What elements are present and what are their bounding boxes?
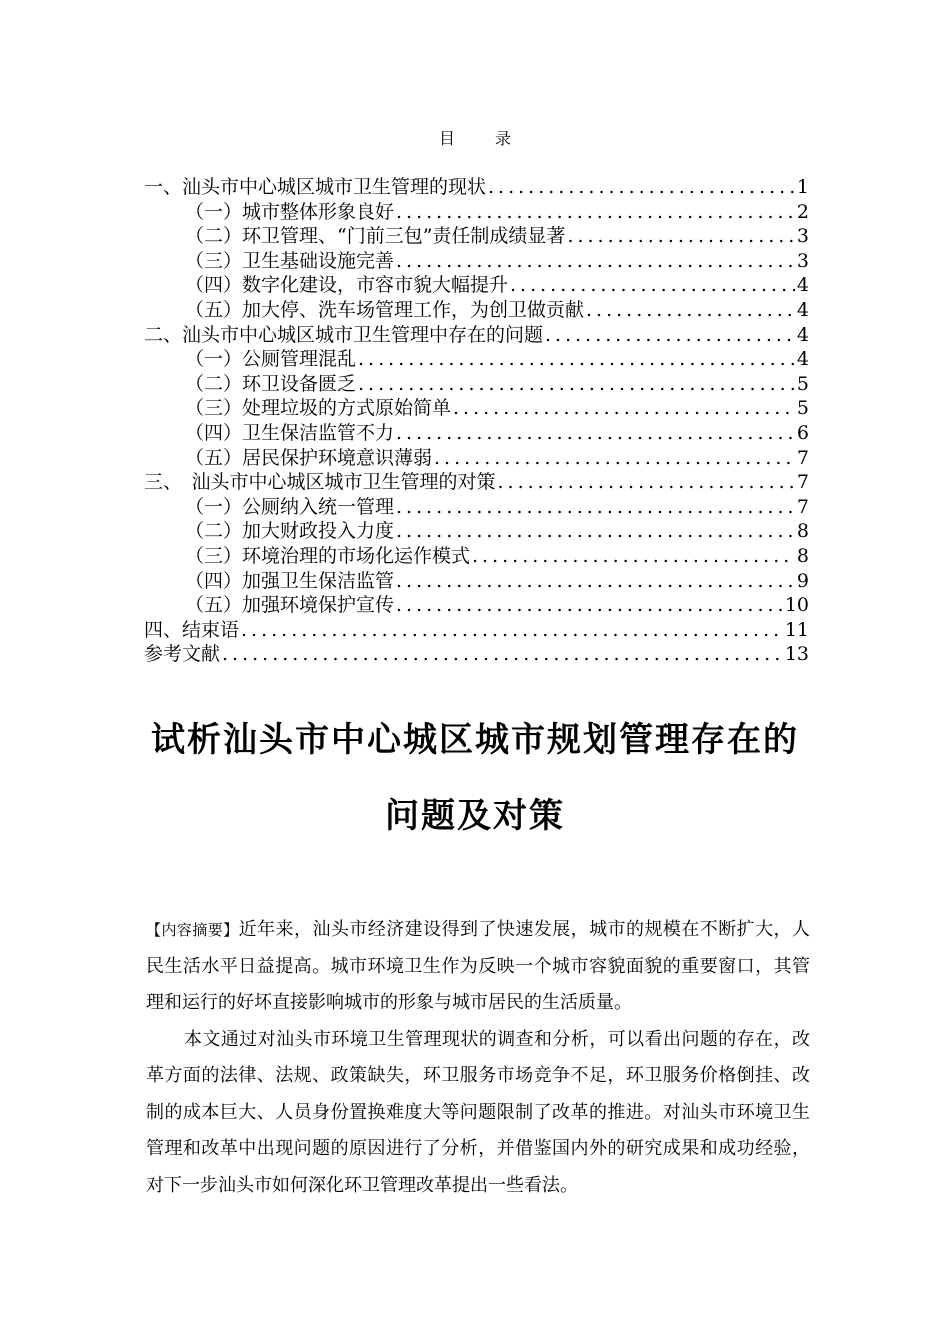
abstract-text-1: 近年来，汕头市经济建设得到了快速发展，城市的规模在不断扩大，人民生活水平日益提高。城市环境卫生作为反映一个城市容貌面貌的重要窗口，其管理和运行的好坏直接影响城市的形象与城市居民的生活质量。 <box>146 919 810 1013</box>
toc-entry-page-number: 5 <box>796 397 809 420</box>
toc-leader-dots <box>241 618 783 642</box>
toc-leader-dots <box>545 323 795 347</box>
toc-entry-page-number: 7 <box>796 471 809 494</box>
toc-entry[interactable] <box>144 298 809 323</box>
toc-entry[interactable] <box>144 544 809 569</box>
toc-leader-dots <box>510 273 795 297</box>
toc-entry[interactable] <box>144 347 809 372</box>
toc-entry-label: 一、汕头市中心城区城市卫生管理的现状 <box>144 176 487 198</box>
toc-leader-dots <box>396 569 795 593</box>
toc-entry[interactable] <box>144 224 809 249</box>
toc-entry-label: （五）加大停、洗车场管理工作，为创卫做贡献 <box>185 298 585 321</box>
article-title-line-2: 问题及对策 <box>385 796 565 836</box>
toc-entry[interactable] <box>144 519 809 544</box>
toc-entry-page-number: 4 <box>796 348 809 371</box>
toc-entry[interactable] <box>144 421 809 446</box>
toc-leader-dots <box>453 396 795 420</box>
toc-entry-page-number: 8 <box>796 520 809 543</box>
article-title-line-1: 试析汕头市中心城区城市规划管理存在的 <box>151 720 799 760</box>
toc-entry-label: 四、结束语 <box>144 618 240 641</box>
toc-entry-label: （一）城市整体形象良好 <box>185 200 395 223</box>
toc-entry-label: 参考文献 <box>144 643 221 666</box>
toc-entry-page-number: 8 <box>796 544 809 567</box>
toc-entry[interactable] <box>144 323 809 348</box>
abstract-paragraph-1 <box>146 912 810 1022</box>
abstract-paragraph-2: 本文通过对汕头市环境卫生管理现状的调查和分析，可以看出问题的存在，改革方面的法律、法规、政策缺失，环卫服务市场竞争不足，环卫服务价格倒挂、改制的成本巨大、人员身份置换难度大等问题限制了改革的推进。对汕头市环境卫生管理和改革中出现问题的原因进行了分析，并借鉴国内外的研究成果和成功经验，对下一步汕头市如何深化环卫管理改革提出一些看法。 <box>146 1028 810 1196</box>
toc-entry-label: （五）加强环境保护宣传 <box>185 594 395 617</box>
toc-entry[interactable] <box>144 470 809 495</box>
toc-entry-label: （四）卫生保洁监管不力 <box>185 421 395 444</box>
toc-entry[interactable] <box>144 249 809 274</box>
toc-entry[interactable] <box>144 642 809 667</box>
toc-entry[interactable] <box>144 175 809 200</box>
toc-entry[interactable] <box>144 372 809 397</box>
toc-entry[interactable] <box>144 495 809 520</box>
toc-entry-label: （二）加大财政投入力度 <box>185 520 395 543</box>
toc-leader-dots <box>396 519 795 543</box>
toc-leader-dots <box>358 372 795 396</box>
toc-heading <box>0 126 950 149</box>
toc-entry[interactable] <box>144 446 809 471</box>
toc-leader-dots <box>396 593 783 617</box>
toc-entry-label: （一）公厕纳入统一管理 <box>185 495 395 518</box>
toc-entry[interactable] <box>144 618 809 643</box>
toc-entry-page-number: 10 <box>784 594 809 617</box>
toc-entry-label: 三、 汕头市中心城区城市卫生管理的对策 <box>144 471 496 494</box>
toc-entry-page-number: 7 <box>796 446 809 469</box>
toc-entry-label: （三）环境治理的市场化运作模式 <box>185 544 471 567</box>
toc-entry-label: （四）数字化建设，市容市貌大幅提升 <box>185 274 509 297</box>
toc-entry[interactable] <box>144 200 809 225</box>
toc-entry[interactable] <box>144 273 809 298</box>
toc-entry-page-number: 11 <box>784 618 809 641</box>
toc-leader-dots <box>396 249 795 273</box>
toc-entry-page-number: 5 <box>796 372 809 395</box>
toc-entry[interactable] <box>144 396 809 421</box>
toc-leader-dots <box>396 495 795 519</box>
toc-entry-page-number: 13 <box>784 643 809 666</box>
toc-entry[interactable] <box>144 593 809 618</box>
abstract-section <box>146 912 810 1204</box>
toc-entry-page-number: 4 <box>796 274 809 297</box>
toc-entry-page-number: 4 <box>796 323 809 346</box>
toc-entry-page-number: 4 <box>796 298 809 321</box>
table-of-contents <box>144 175 809 667</box>
toc-heading-left: 目 <box>438 129 455 148</box>
toc-entry-label: 二、汕头市中心城区城市卫生管理中存在的问题 <box>144 323 544 346</box>
toc-leader-dots <box>222 642 783 666</box>
toc-entry-label: （三）处理垃圾的方式原始简单 <box>185 397 452 420</box>
toc-entry-label: （四）加强卫生保洁监管 <box>185 569 395 592</box>
toc-entry-page-number: 3 <box>796 249 809 272</box>
toc-entry[interactable] <box>144 569 809 594</box>
toc-entry-page-number: 9 <box>796 569 809 592</box>
toc-entry-page-number: 2 <box>796 200 809 223</box>
toc-leader-dots <box>396 200 795 224</box>
toc-heading-right: 录 <box>495 129 512 148</box>
toc-entry-label: （二）环卫管理、“门前三包”责任制成绩显著 <box>185 225 566 248</box>
toc-entry-label: （五）居民保护环境意识薄弱 <box>185 446 433 469</box>
toc-leader-dots <box>586 298 795 322</box>
toc-entry-page-number: 7 <box>796 495 809 518</box>
toc-leader-dots <box>567 224 794 248</box>
toc-entry-label: （一）公厕管理混乱 <box>185 348 357 371</box>
toc-leader-dots <box>488 175 795 199</box>
toc-leader-dots <box>396 421 795 445</box>
toc-leader-dots <box>472 544 795 568</box>
toc-entry-page-number: 1 <box>796 176 809 198</box>
toc-entry-page-number: 6 <box>796 421 809 444</box>
toc-leader-dots <box>434 446 795 470</box>
toc-entry-page-number: 3 <box>796 225 809 248</box>
abstract-tag: 【内容摘要】 <box>146 921 239 939</box>
toc-leader-dots <box>498 470 795 494</box>
toc-entry-label: （二）环卫设备匮乏 <box>185 372 357 395</box>
toc-leader-dots <box>358 347 795 371</box>
toc-entry-label: （三）卫生基础设施完善 <box>185 249 395 272</box>
